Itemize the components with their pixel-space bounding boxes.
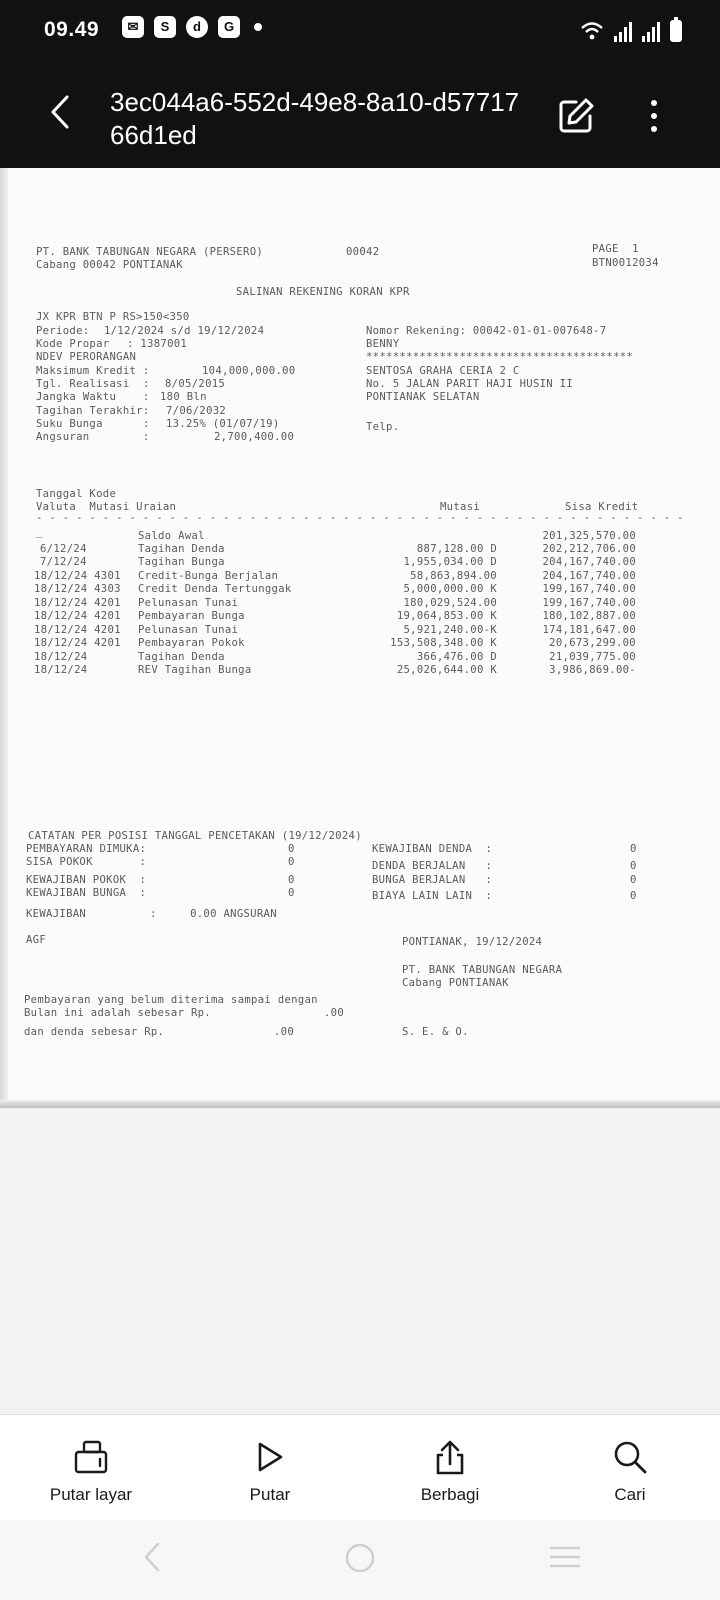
share-label: Berbagi <box>420 1485 480 1504</box>
search-icon <box>612 1439 648 1475</box>
product-line: JX KPR BTN P RS>150<350 <box>36 311 190 323</box>
branch-code: 00042 <box>346 246 380 258</box>
nav-home-button[interactable] <box>344 1542 376 1578</box>
col-sisa-kredit: Sisa Kredit <box>565 501 639 513</box>
status-indicators <box>580 14 682 42</box>
back-arrow-icon <box>49 94 71 130</box>
status-time: 09.49 <box>44 18 100 41</box>
battery-icon <box>670 20 682 42</box>
report-code: BTN0012034 <box>592 257 659 269</box>
gallery-notification-icon: G <box>218 16 240 38</box>
system-navigation-bar <box>0 1520 720 1600</box>
edit-icon <box>556 96 596 136</box>
app-notification-icon: d <box>186 16 208 38</box>
more-options-button[interactable] <box>646 96 662 136</box>
nav-back-icon <box>142 1542 162 1572</box>
search-label: Cari <box>614 1485 646 1504</box>
play-label: Putar <box>249 1485 291 1504</box>
col-mutasi: Mutasi <box>440 501 481 513</box>
app-bar <box>0 60 720 168</box>
play-button[interactable] <box>195 1437 345 1505</box>
notes-title: CATATAN PER POSISI TANGGAL PENCETAKAN (19/12/2024) <box>28 830 362 842</box>
bank-name: PT. BANK TABUNGAN NEGARA (PERSERO) <box>36 246 264 258</box>
document-page[interactable]: PT. BANK TABUNGAN NEGARA (PERSERO) Cabang 00042 PONTIANAK 00042 PAGE 1 BTN0012034 SALINAN REKENING KORAN KPR JX KPR BTN P RS>150<350 Periode: 1/12/2024 s/d 19/12/2024 Kode Propar : 1387001 NDEV PERORANGAN Maksimum Kredit : 104,000,000.00 Tgl. Realisasi : 8/05/2015 Jangka Waktu : 180 Bln Tagihan Terakhir: 7/06/2032 Suku Bunga : 13.25% (01/07/19) Angsuran : 2,700,400.00 Nomor Rekening: 00042-01-01-007648-7 BENNY **************************************** SENTOSA GRAHA CERIA 2 C No. 5 JALAN PARIT HAJI HUSIN II PONTIANAK SELATAN Telp. Tanggal Kode Valuta Mutasi Uraian Mutasi Sisa Kredit - - - - - - - - - - - - - - - - - - - - - - - - - - - - - - - - - - - - - - - - - - - - - - - - - _ Saldo Awal 201,325,570.00 6/12/24 Tagihan Denda 887,128.00 D 202,212,706.00 7/12/24 Tagihan Bunga 1,955,034.00 D 204,167,740.00 18/12/24 4301 Credit-Bunga Berjalan 58,863,894.00 204,167,740.00 18/12/24 4303 Credit Denda Tertunggak 5,000,000.00 K 199,167,740.00 18/12/24 4201 Pelunasan Tunai 180,029,524.00 199,167,740.00 18/12/24 4201 Pembayaran Bunga 19,064,853.00 K 180,102,887.00 18/12/24 4201 Pelunasan Tunai 5,921,240.00-K 174,181,647.00 18/12/24 4201 Pembayaran Pokok 153,508,348.00 K 20,673,299.00 18/12/24 Tagihan Denda 366,476.00 D 21,039,775.00 18/12/24 REV Tagihan Bunga 25,026,644.00 K 3,986,869.00- CATATAN PER POSISI TANGGAL PENCETAKAN (19/12/2024) PEMBAYARAN DIMUKA: 0 SISA POKOK : 0 KEWAJIBAN POKOK : 0 KEWAJIBAN BUNGA : 0 KEWAJIBAN DENDA : 0 DENDA BERJALAN : 0 BUNGA BERJALAN : 0 BIAYA LAIN LAIN : 0 KEWAJIBAN : 0.00 ANGSURAN AGF PONTIANAK, 19/12/2024 PT. BANK TABUNGAN NEGARA Cabang PONTIANAK Pembayaran yang belum diterima sampai dengan Bulan ini adalah sebesar Rp. .00 dan denda sebesar Rp. .00 S. E. & O. <box>0 168 720 1108</box>
report-title: SALINAN REKENING KORAN KPR <box>236 286 410 298</box>
rotate-screen-button[interactable] <box>16 1437 166 1505</box>
account-holder: BENNY <box>366 338 400 350</box>
col-valuta-mutasi-uraian: Valuta Mutasi Uraian <box>36 501 177 513</box>
wifi-icon <box>580 20 604 42</box>
signal-1-icon <box>614 20 632 42</box>
play-icon <box>255 1441 285 1473</box>
header-rule: - - - - - - - - - - - - - - - - - - - - - - - - - - - - - - - - - - - - - - - - - - - - - - - - - <box>36 512 684 524</box>
bank-branch: Cabang 00042 PONTIANAK <box>36 259 183 271</box>
shop-notification-icon: S <box>154 16 176 38</box>
back-button[interactable] <box>40 90 80 134</box>
page-number: PAGE 1 <box>592 243 639 255</box>
share-button[interactable] <box>375 1437 525 1505</box>
mail-notification-icon: ✉ <box>122 16 144 38</box>
rotate-screen-label: Putar layar <box>49 1485 133 1504</box>
share-icon <box>434 1438 466 1476</box>
nav-recents-icon <box>548 1542 582 1572</box>
status-bar <box>0 0 720 60</box>
bottom-action-bar <box>0 1414 720 1521</box>
nav-recents-button[interactable] <box>548 1542 582 1576</box>
print-place-date: PONTIANAK, 19/12/2024 <box>402 936 543 948</box>
edit-button[interactable] <box>556 96 596 136</box>
nav-home-icon <box>344 1542 376 1574</box>
signal-2-icon <box>642 20 660 42</box>
account-number: Nomor Rekening: 00042-01-01-007648-7 <box>366 325 607 337</box>
rotate-screen-icon <box>72 1439 110 1475</box>
col-tanggal-kode: Tanggal Kode <box>36 488 117 500</box>
nav-back-button[interactable] <box>142 1542 162 1576</box>
more-vertical-icon <box>646 96 662 136</box>
more-notifications-dot-icon <box>254 23 262 31</box>
notification-icons <box>122 16 262 38</box>
search-button[interactable] <box>555 1437 705 1505</box>
document-title: 3ec044a6-552d-49e8-8a10-d5771766d1ed <box>110 87 520 150</box>
